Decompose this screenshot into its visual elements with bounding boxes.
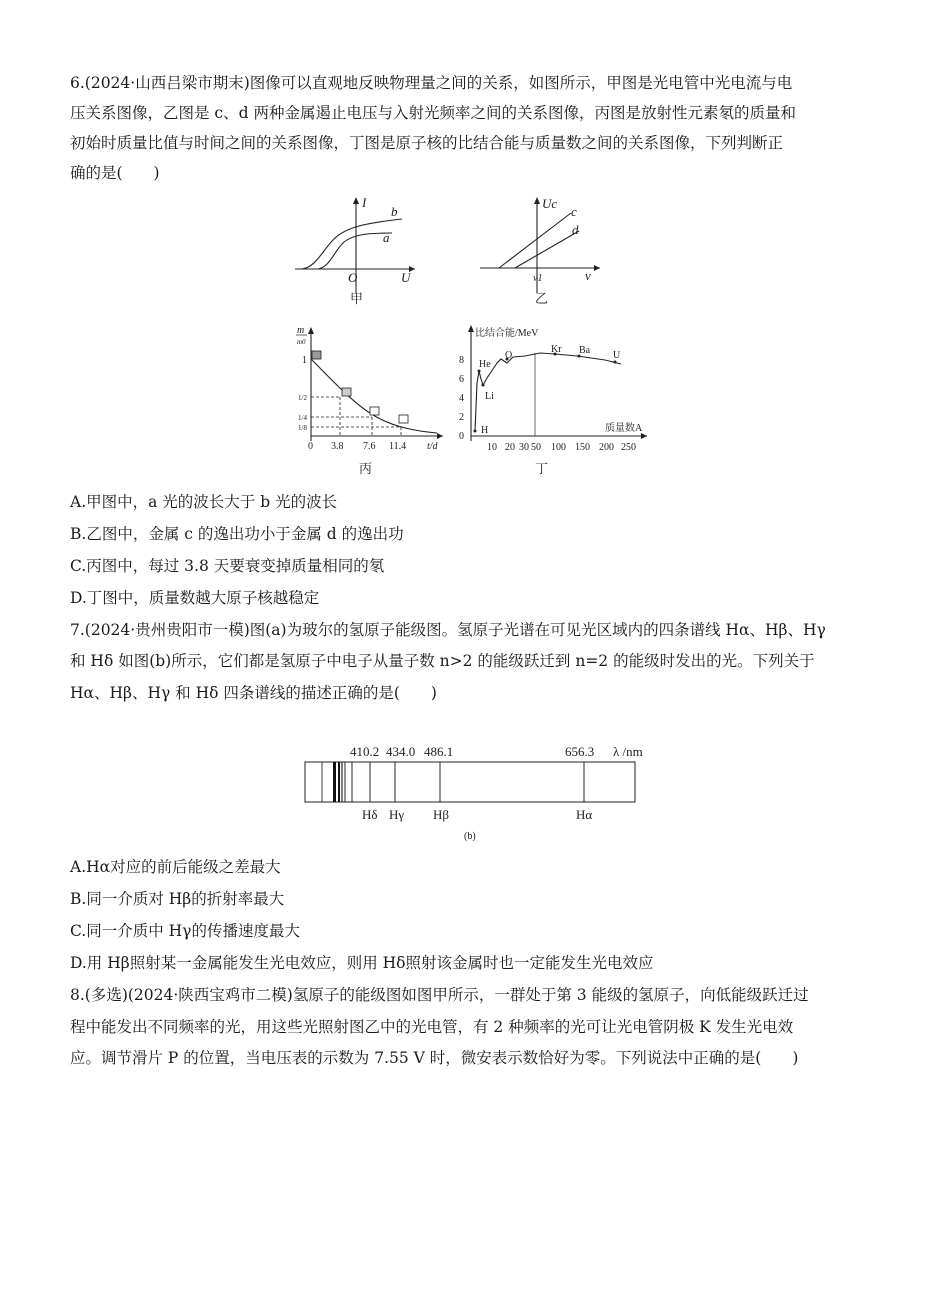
yi-caption: 乙: [535, 291, 549, 306]
ding-nuclide-o: O: [505, 350, 513, 361]
q7-option-a: A.Hα对应的前后能级之差最大: [70, 858, 281, 876]
ding-y-tick-8: 8: [459, 355, 464, 366]
ding-x-tick-200: 200: [599, 442, 614, 453]
spectrum-label-ha: Hα: [576, 807, 593, 822]
q6-line-3: 初始时质量比值与时间之间的关系图像，丁图是原子核的比结合能与质量数之间的关系图像，下列判断正: [70, 134, 784, 152]
yi-x-label: ν: [585, 268, 591, 283]
ding-y-label: 比结合能/MeV: [475, 328, 539, 339]
jia-x-label: U: [401, 270, 411, 285]
yi-y-label: Uc: [542, 196, 558, 211]
yi-line-d-label: d: [572, 222, 579, 237]
yi-line-c-label: c: [571, 204, 577, 219]
figure-yi: [475, 193, 610, 308]
ding-x-tick-50: 50: [531, 442, 541, 453]
q8-line-1: 8.(多选)(2024·陕西宝鸡市二模)氢原子的能级图如图甲所示，一群处于第 3 能级的氢原子，向低能级跃迁过: [70, 986, 809, 1004]
bing-y-tick-half: 1/2: [298, 394, 307, 402]
bing-x-tick-7.6: 7.6: [363, 441, 376, 452]
bing-y-num: m: [297, 325, 305, 336]
q6-line-1: 6.(2024·山西吕梁市期末)图像可以直观地反映物理量之间的关系，如图所示，甲图是光电管中光电流与电: [70, 74, 793, 92]
ding-x-tick-100: 100: [551, 442, 566, 453]
figure-spectrum: [300, 740, 660, 848]
bing-y-den: m0: [297, 338, 306, 346]
q6-option-c: C.丙图中，每过 3.8 天要衰变掉质量相同的氡: [70, 557, 385, 575]
ding-x-tick-20: 20: [505, 442, 515, 453]
q7-line-3: Hα、Hβ、Hγ 和 Hδ 四条谱线的描述正确的是( ): [70, 684, 437, 702]
ding-caption: 丁: [535, 461, 549, 476]
ding-nuclide-li: Li: [485, 391, 494, 402]
figure-bing: [293, 323, 453, 481]
spectrum-label-hd: Hδ: [362, 807, 378, 822]
ding-y-tick-4: 4: [459, 393, 464, 404]
figure-ding: [455, 323, 655, 481]
jia-curve-a-label: a: [383, 230, 390, 245]
q6-option-d: D.丁图中，质量数越大原子核越稳定: [70, 589, 320, 607]
q7-option-b: B.同一介质对 Hβ的折射率最大: [70, 890, 285, 908]
q6-option-a: A.甲图中，a 光的波长大于 b 光的波长: [70, 493, 338, 511]
ding-nuclide-ba: Ba: [579, 345, 591, 356]
q8-line-2: 程中能发出不同频率的光，用这些光照射图乙中的光电管，有 2 种频率的光可让光电管阴极 K 发生光电效: [70, 1018, 794, 1036]
bing-caption: 丙: [359, 461, 373, 476]
ding-nuclide-u: U: [613, 350, 621, 361]
ding-y-tick-6: 6: [459, 374, 464, 385]
spectrum-unit: λ /nm: [613, 744, 643, 759]
q7-option-c: C.同一介质中 Hγ的传播速度最大: [70, 922, 300, 940]
spectrum-label-hb: Hβ: [433, 807, 450, 822]
bing-y-tick-eighth: 1/8: [298, 424, 307, 432]
ding-x-tick-150: 150: [575, 442, 590, 453]
q6-line-2: 压关系图像，乙图是 c、d 两种金属遏止电压与入射光频率之间的关系图像，丙图是放射性元素氡的质量和: [70, 104, 796, 122]
spectrum-label-hg: Hγ: [389, 807, 405, 822]
spectrum-wl-434: 434.0: [386, 744, 416, 759]
q6-option-b: B.乙图中，金属 c 的逸出功小于金属 d 的逸出功: [70, 525, 404, 543]
q6-line-4: 确的是( ): [70, 164, 160, 182]
ding-nuclide-he: He: [479, 359, 491, 370]
spectrum-wl-486: 486.1: [424, 744, 454, 759]
ding-x-tick-30: 30: [519, 442, 529, 453]
ding-y-tick-2: 2: [459, 412, 464, 423]
spectrum-wl-656: 656.3: [565, 744, 595, 759]
q7-line-1: 7.(2024·贵州贵阳市一模)图(a)为玻尔的氢原子能级图。氢原子光谱在可见光区域内的四条谱线 Hα、Hβ、Hγ: [70, 621, 826, 639]
q7-line-2: 和 Hδ 如图(b)所示，它们都是氢原子中电子从量子数 n>2 的能级跃迁到 n=2 的能级时发出的光。下列关于: [70, 652, 815, 670]
bing-x-tick-11.4: 11.4: [389, 441, 407, 452]
bing-y-tick-1: 1: [302, 355, 307, 366]
ding-x-tick-250: 250: [621, 442, 636, 453]
ding-y-tick-0: 0: [459, 431, 464, 442]
jia-origin: O: [348, 270, 358, 285]
bing-x-tick-3.8: 3.8: [331, 441, 344, 452]
ding-x-label: 质量数A: [605, 423, 643, 434]
spectrum-wl-410: 410.2: [350, 744, 380, 759]
ding-nuclide-kr: Kr: [551, 344, 562, 355]
ding-nuclide-h: H: [481, 425, 489, 436]
q7-option-d: D.用 Hβ照射某一金属能发生光电效应，则用 Hδ照射该金属时也一定能发生光电效应: [70, 954, 654, 972]
figure-jia: [290, 193, 425, 308]
jia-y-label: I: [362, 195, 367, 210]
bing-y-tick-quarter: 1/4: [298, 414, 307, 422]
yi-tick-v1: ν1: [533, 273, 543, 284]
bing-x-tick-0: 0: [308, 441, 313, 452]
jia-curve-b-label: b: [391, 204, 398, 219]
q8-line-3: 应。调节滑片 P 的位置，当电压表的示数为 7.55 V 时，微安表示数恰好为零。下列说法中正确的是( ): [70, 1049, 799, 1067]
ding-x-tick-10: 10: [487, 442, 497, 453]
spectrum-caption: (b): [464, 831, 476, 842]
jia-caption: 甲: [350, 291, 364, 306]
bing-x-label: t/d: [427, 441, 438, 452]
